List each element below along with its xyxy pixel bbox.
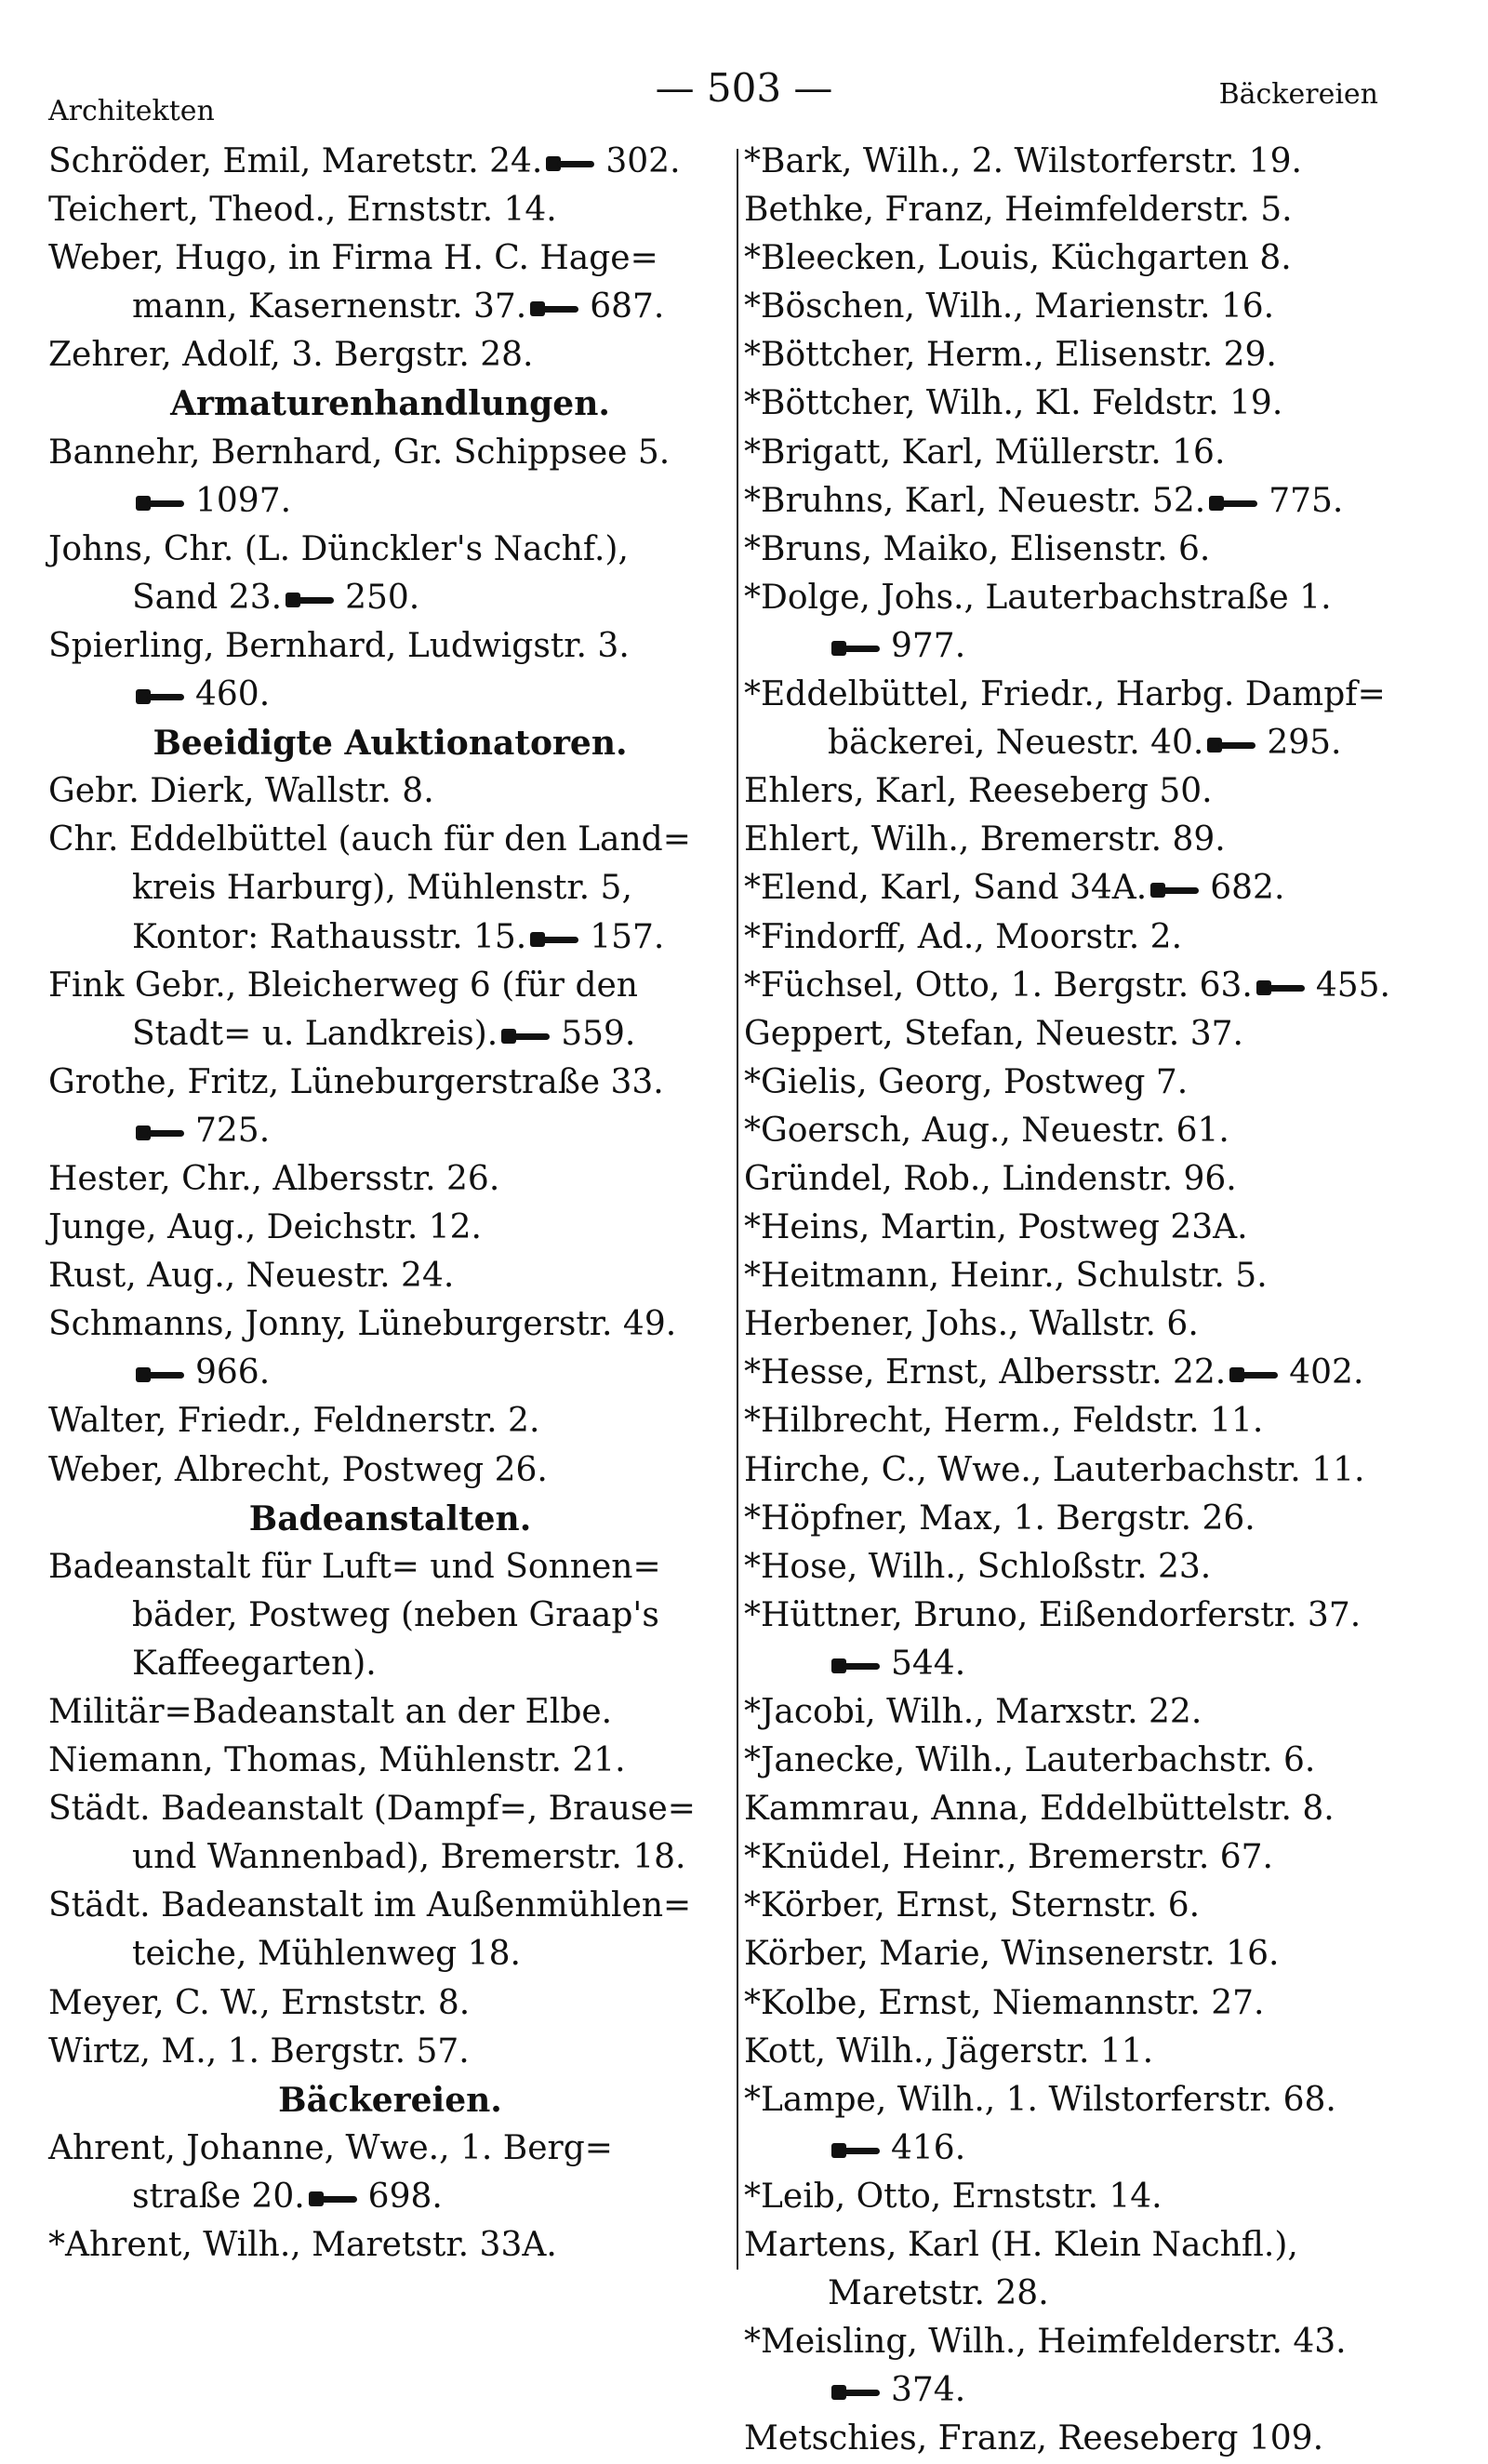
directory-entry-line <box>744 2366 1432 2415</box>
telephone-icon <box>1256 978 1307 998</box>
section-heading <box>48 1495 732 1543</box>
directory-entry-line <box>48 816 732 864</box>
telephone-icon <box>136 686 186 707</box>
entry-text: Sand 23. <box>132 578 283 617</box>
telephone-icon <box>546 153 596 174</box>
entry-text: *Knüdel, Heinr., Bremerstr. 67. <box>744 1838 1273 1877</box>
entry-text: *Elend, Karl, Sand 34A. <box>744 869 1148 908</box>
entry-text: Geppert, Stefan, Neuestr. 37. <box>744 1014 1243 1053</box>
entry-text: Hirche, C., Wwe., Lauterbachstr. 11. <box>744 1450 1365 1489</box>
directory-entry-line <box>744 816 1432 864</box>
directory-entry-line <box>744 429 1432 477</box>
directory-entry-line <box>744 1349 1432 1397</box>
directory-entry-line <box>744 1204 1432 1252</box>
running-head-left: Architekten <box>48 95 215 127</box>
directory-entry-line <box>744 2124 1432 2173</box>
directory-entry-line <box>744 913 1432 962</box>
entry-text: *Bark, Wilh., 2. Wilstorferstr. 19. <box>744 142 1302 180</box>
telephone-icon <box>831 2382 882 2403</box>
telephone-number: 460. <box>195 675 271 714</box>
entry-text: *Heitmann, Heinr., Schulstr. 5. <box>744 1257 1268 1296</box>
entry-text: *Jacobi, Wilh., Marxstr. 22. <box>744 1693 1202 1731</box>
telephone-number: 1097. <box>195 481 292 520</box>
telephone-icon <box>1150 880 1201 900</box>
entry-text: Weber, Hugo, in Firma H. C. Hage= <box>48 239 658 278</box>
directory-entry-line <box>744 1640 1432 1688</box>
entry-text: Metschies, Franz, Reeseberg 109. <box>744 2419 1324 2458</box>
directory-entry-line <box>744 767 1432 816</box>
telephone-icon <box>286 590 336 610</box>
directory-entry-line <box>48 1059 732 1107</box>
directory-entry-line <box>744 2415 1432 2463</box>
entry-text: *Janecke, Wilh., Lauterbachstr. 6. <box>744 1741 1316 1780</box>
section-heading-text: Beeidigte Auktionatoren. <box>153 724 628 764</box>
telephone-icon <box>1229 1365 1280 1385</box>
telephone-icon <box>530 299 580 319</box>
telephone-icon <box>831 1656 882 1676</box>
directory-entry-line <box>48 767 732 816</box>
directory-entry-line <box>744 574 1432 622</box>
telephone-number: 455. <box>1315 966 1390 1005</box>
directory-entry-line <box>48 429 732 477</box>
directory-entry-line <box>48 1882 732 1930</box>
entry-text: Kontor: Rathausstr. 15. <box>132 917 527 956</box>
directory-entry-line <box>48 2221 732 2270</box>
directory-entry-line <box>48 1979 732 2028</box>
directory-entry-line <box>744 1010 1432 1059</box>
directory-entry-line <box>48 138 732 186</box>
entry-text: *Hilbrecht, Herm., Feldstr. 11. <box>744 1402 1264 1441</box>
directory-entry-line <box>48 234 732 283</box>
entry-text: Weber, Albrecht, Postweg 26. <box>48 1450 548 1489</box>
directory-entry-line <box>744 1930 1432 1978</box>
entry-text: bäckerei, Neuestr. 40. <box>828 724 1204 763</box>
telephone-icon <box>136 1123 186 1143</box>
directory-entry-line <box>744 719 1432 767</box>
directory-entry-line <box>48 1397 732 1445</box>
entry-text: Teichert, Theod., Ernststr. 14. <box>48 191 557 230</box>
directory-entry-line <box>744 1688 1432 1737</box>
directory-entry-line <box>48 1737 732 1785</box>
directory-entry-line <box>48 1543 732 1592</box>
entry-text: *Kolbe, Ernst, Niemannstr. 27. <box>744 1983 1265 2022</box>
entry-text: Martens, Karl (H. Klein Nachfl.), <box>744 2226 1298 2265</box>
directory-entry-line <box>48 1010 732 1059</box>
telephone-number: 966. <box>195 1353 271 1392</box>
directory-entry-line <box>48 2124 732 2173</box>
entry-text: Schmanns, Jonny, Lüneburgerstr. 49. <box>48 1305 677 1344</box>
entry-text: *Findorff, Ad., Moorstr. 2. <box>744 917 1183 956</box>
telephone-icon <box>136 493 186 513</box>
directory-entry-line <box>744 1495 1432 1543</box>
telephone-icon <box>1207 735 1257 755</box>
telephone-number: 157. <box>590 917 665 956</box>
entry-text: *Lampe, Wilh., 1. Wilstorferstr. 68. <box>744 2080 1336 2119</box>
entry-text: *Körber, Ernst, Sternstr. 6. <box>744 1886 1201 1925</box>
telephone-number: 302. <box>605 142 681 180</box>
directory-entry-line <box>744 2318 1432 2366</box>
section-heading-text: Bäckereien. <box>278 2080 502 2120</box>
entry-text: und Wannenbad), Bremerstr. 18. <box>132 1838 686 1877</box>
entry-text: *Böttcher, Wilh., Kl. Feldstr. 19. <box>744 384 1283 423</box>
directory-entry-line <box>744 2028 1432 2076</box>
entry-text: *Höpfner, Max, 1. Bergstr. 26. <box>744 1498 1256 1538</box>
directory-entry-line <box>744 1107 1432 1155</box>
entry-text: Wirtz, M., 1. Bergstr. 57. <box>48 2031 470 2071</box>
directory-entry-line <box>744 283 1432 331</box>
section-heading-text: Armaturenhandlungen. <box>170 384 610 424</box>
entry-text: Schröder, Emil, Maretstr. 24. <box>48 142 543 180</box>
entry-text: Niemann, Thomas, Mühlenstr. 21. <box>48 1741 626 1780</box>
telephone-number: 416. <box>891 2128 966 2167</box>
directory-entry-line <box>48 574 732 622</box>
left-column <box>48 138 732 2270</box>
directory-entry-line <box>744 2221 1432 2270</box>
entry-text: Junge, Aug., Deichstr. 12. <box>48 1208 482 1247</box>
page-number: — 503 — <box>655 65 833 111</box>
directory-entry-line <box>48 1592 732 1640</box>
entry-text: Hester, Chr., Albersstr. 26. <box>48 1159 500 1198</box>
entry-text: *Füchsel, Otto, 1. Bergstr. 63. <box>744 966 1253 1005</box>
directory-entry-line <box>744 1979 1432 2028</box>
entry-text: Chr. Eddelbüttel (auch für den Land= <box>48 820 691 859</box>
directory-entry-line <box>48 1785 732 1833</box>
entry-text: Körber, Marie, Winsenerstr. 16. <box>744 1935 1280 1974</box>
entry-text: Ehlers, Karl, Reeseberg 50. <box>744 772 1213 811</box>
directory-entry-line <box>744 1737 1432 1785</box>
directory-entry-line <box>48 671 732 719</box>
directory-entry-line <box>744 1785 1432 1833</box>
entry-text: Militär=Badeanstalt an der Elbe. <box>48 1693 613 1731</box>
directory-entry-line <box>48 1446 732 1495</box>
telephone-icon <box>1209 493 1259 513</box>
directory-entry-line <box>48 962 732 1010</box>
section-heading-text: Badeanstalten. <box>248 1498 532 1538</box>
entry-text: Ahrent, Johanne, Wwe., 1. Berg= <box>48 2128 613 2167</box>
directory-entry-line <box>48 1930 732 1978</box>
section-heading <box>48 719 732 767</box>
directory-entry-line <box>48 1349 732 1397</box>
directory-entry-line <box>744 2270 1432 2318</box>
telephone-number: 687. <box>590 287 665 326</box>
telephone-number: 682. <box>1210 869 1285 908</box>
directory-entry-line <box>48 331 732 380</box>
directory-entry-line <box>48 1252 732 1300</box>
entry-text: Grothe, Fritz, Lüneburgerstraße 33. <box>48 1062 664 1101</box>
directory-entry-line <box>48 283 732 331</box>
entry-text: Herbener, Johs., Wallstr. 6. <box>744 1305 1199 1344</box>
directory-entry-line <box>744 380 1432 428</box>
entry-text: Bannehr, Bernhard, Gr. Schippsee 5. <box>48 433 671 472</box>
entry-text: Gründel, Rob., Lindenstr. 96. <box>744 1159 1237 1198</box>
entry-text: *Hesse, Ernst, Albersstr. 22. <box>744 1353 1227 1392</box>
entry-text: Maretstr. 28. <box>828 2274 1049 2313</box>
telephone-icon <box>309 2189 359 2209</box>
entry-text: Städt. Badeanstalt (Dampf=, Brause= <box>48 1790 696 1829</box>
entry-text: Meyer, C. W., Ernststr. 8. <box>48 1983 471 2022</box>
entry-text: *Hüttner, Bruno, Eißendorferstr. 37. <box>744 1595 1362 1634</box>
entry-text: Gebr. Dierk, Wallstr. 8. <box>48 772 434 811</box>
entry-text: Rust, Aug., Neuestr. 24. <box>48 1257 455 1296</box>
directory-entry-line <box>744 1155 1432 1204</box>
entry-text: Kammrau, Anna, Eddelbüttelstr. 8. <box>744 1790 1335 1829</box>
entry-text: *Meisling, Wilh., Heimfelderstr. 43. <box>744 2323 1347 2362</box>
entry-text: mann, Kasernenstr. 37. <box>132 287 527 326</box>
directory-entry-line <box>744 962 1432 1010</box>
entry-text: straße 20. <box>132 2177 305 2216</box>
running-head <box>0 58 1488 127</box>
telephone-number: 402. <box>1289 1353 1364 1392</box>
entry-text: Zehrer, Adolf, 3. Bergstr. 28. <box>48 336 534 375</box>
right-column <box>744 138 1432 2464</box>
telephone-number: 295. <box>1267 724 1342 763</box>
entry-text: Walter, Friedr., Feldnerstr. 2. <box>48 1402 540 1441</box>
directory-entry-line <box>744 234 1432 283</box>
entry-text: Bethke, Franz, Heimfelderstr. 5. <box>744 191 1293 230</box>
running-head-right: Bäckereien <box>1218 78 1378 111</box>
directory-entry-line <box>744 1397 1432 1445</box>
entry-text: *Goersch, Aug., Neuestr. 61. <box>744 1111 1229 1150</box>
directory-entry-line <box>48 526 732 574</box>
directory-entry-line <box>48 1155 732 1204</box>
directory-entry-line <box>744 331 1432 380</box>
entry-text: *Eddelbüttel, Friedr., Harbg. Dampf= <box>744 675 1386 714</box>
directory-entry-line <box>744 2076 1432 2124</box>
directory-entry-line <box>48 1300 732 1349</box>
entry-text: *Bruns, Maiko, Elisenstr. 6. <box>744 529 1211 568</box>
entry-text: *Gielis, Georg, Postweg 7. <box>744 1062 1189 1101</box>
telephone-icon <box>831 2140 882 2161</box>
directory-entry-line <box>48 186 732 234</box>
entry-text: Stadt= u. Landkreis). <box>132 1014 498 1053</box>
directory-entry-line <box>744 186 1432 234</box>
directory-entry-line <box>48 1204 732 1252</box>
telephone-number: 250. <box>345 578 420 617</box>
directory-entry-line <box>744 1833 1432 1882</box>
entry-text: Kott, Wilh., Jägerstr. 11. <box>744 2031 1154 2071</box>
directory-entry-line <box>744 1446 1432 1495</box>
telephone-number: 977. <box>891 626 966 665</box>
entry-text: Johns, Chr. (L. Dünckler's Nachf.), <box>48 529 629 568</box>
entry-text: Kaffeegarten). <box>132 1644 377 1683</box>
directory-entry-line <box>744 1543 1432 1592</box>
entry-text: kreis Harburg), Mühlenstr. 5, <box>132 869 632 908</box>
section-heading <box>48 2076 732 2124</box>
directory-entry-line <box>744 1059 1432 1107</box>
entry-text: Spierling, Bernhard, Ludwigstr. 3. <box>48 626 630 665</box>
entry-text: Badeanstalt für Luft= und Sonnen= <box>48 1547 661 1586</box>
telephone-number: 374. <box>891 2371 966 2410</box>
telephone-number: 725. <box>195 1111 271 1150</box>
entry-text: teiche, Mühlenweg 18. <box>132 1935 521 1974</box>
directory-entry-line <box>48 1640 732 1688</box>
entry-text: Städt. Badeanstalt im Außenmühlen= <box>48 1886 692 1925</box>
entry-text: Ehlert, Wilh., Bremerstr. 89. <box>744 820 1226 859</box>
entry-text: *Heins, Martin, Postweg 23A. <box>744 1208 1248 1247</box>
directory-entry-line <box>48 2173 732 2221</box>
entry-text: *Böschen, Wilh., Marienstr. 16. <box>744 287 1275 326</box>
directory-entry-line <box>744 138 1432 186</box>
directory-entry-line <box>744 2173 1432 2221</box>
directory-entry-line <box>744 1882 1432 1930</box>
directory-entry-line <box>48 913 732 962</box>
column-divider <box>737 149 738 2270</box>
directory-entry-line <box>48 477 732 526</box>
telephone-icon <box>530 929 580 950</box>
telephone-number: 559. <box>561 1014 636 1053</box>
telephone-number: 544. <box>891 1644 966 1683</box>
directory-entry-line <box>48 622 732 671</box>
telephone-icon <box>831 638 882 659</box>
directory-entry-line <box>744 622 1432 671</box>
directory-entry-line <box>744 1300 1432 1349</box>
directory-entry-line <box>744 671 1432 719</box>
telephone-icon <box>501 1026 551 1046</box>
entry-text: *Böttcher, Herm., Elisenstr. 29. <box>744 336 1277 375</box>
directory-entry-line <box>48 1688 732 1737</box>
telephone-icon <box>136 1365 186 1385</box>
directory-entry-line <box>744 477 1432 526</box>
section-heading <box>48 380 732 428</box>
directory-entry-line <box>744 1252 1432 1300</box>
entry-text: *Hose, Wilh., Schloßstr. 23. <box>744 1547 1212 1586</box>
telephone-number: 775. <box>1269 481 1344 520</box>
telephone-number: 698. <box>367 2177 443 2216</box>
directory-entry-line <box>48 864 732 912</box>
entry-text: Fink Gebr., Bleicherweg 6 (für den <box>48 966 638 1005</box>
entry-text: *Ahrent, Wilh., Maretstr. 33A. <box>48 2226 557 2265</box>
entry-text: *Bruhns, Karl, Neuestr. 52. <box>744 481 1206 520</box>
directory-entry-line <box>48 1107 732 1155</box>
directory-entry-line <box>744 864 1432 912</box>
directory-entry-line <box>744 526 1432 574</box>
directory-entry-line <box>744 1592 1432 1640</box>
entry-text: bäder, Postweg (neben Graap's <box>132 1595 659 1634</box>
directory-entry-line <box>48 1833 732 1882</box>
entry-text: *Brigatt, Karl, Müllerstr. 16. <box>744 433 1226 472</box>
entry-text: *Bleecken, Louis, Küchgarten 8. <box>744 239 1292 278</box>
directory-entry-line <box>48 2028 732 2076</box>
entry-text: *Leib, Otto, Ernststr. 14. <box>744 2177 1162 2216</box>
entry-text: *Dolge, Johs., Lauterbachstraße 1. <box>744 578 1332 617</box>
